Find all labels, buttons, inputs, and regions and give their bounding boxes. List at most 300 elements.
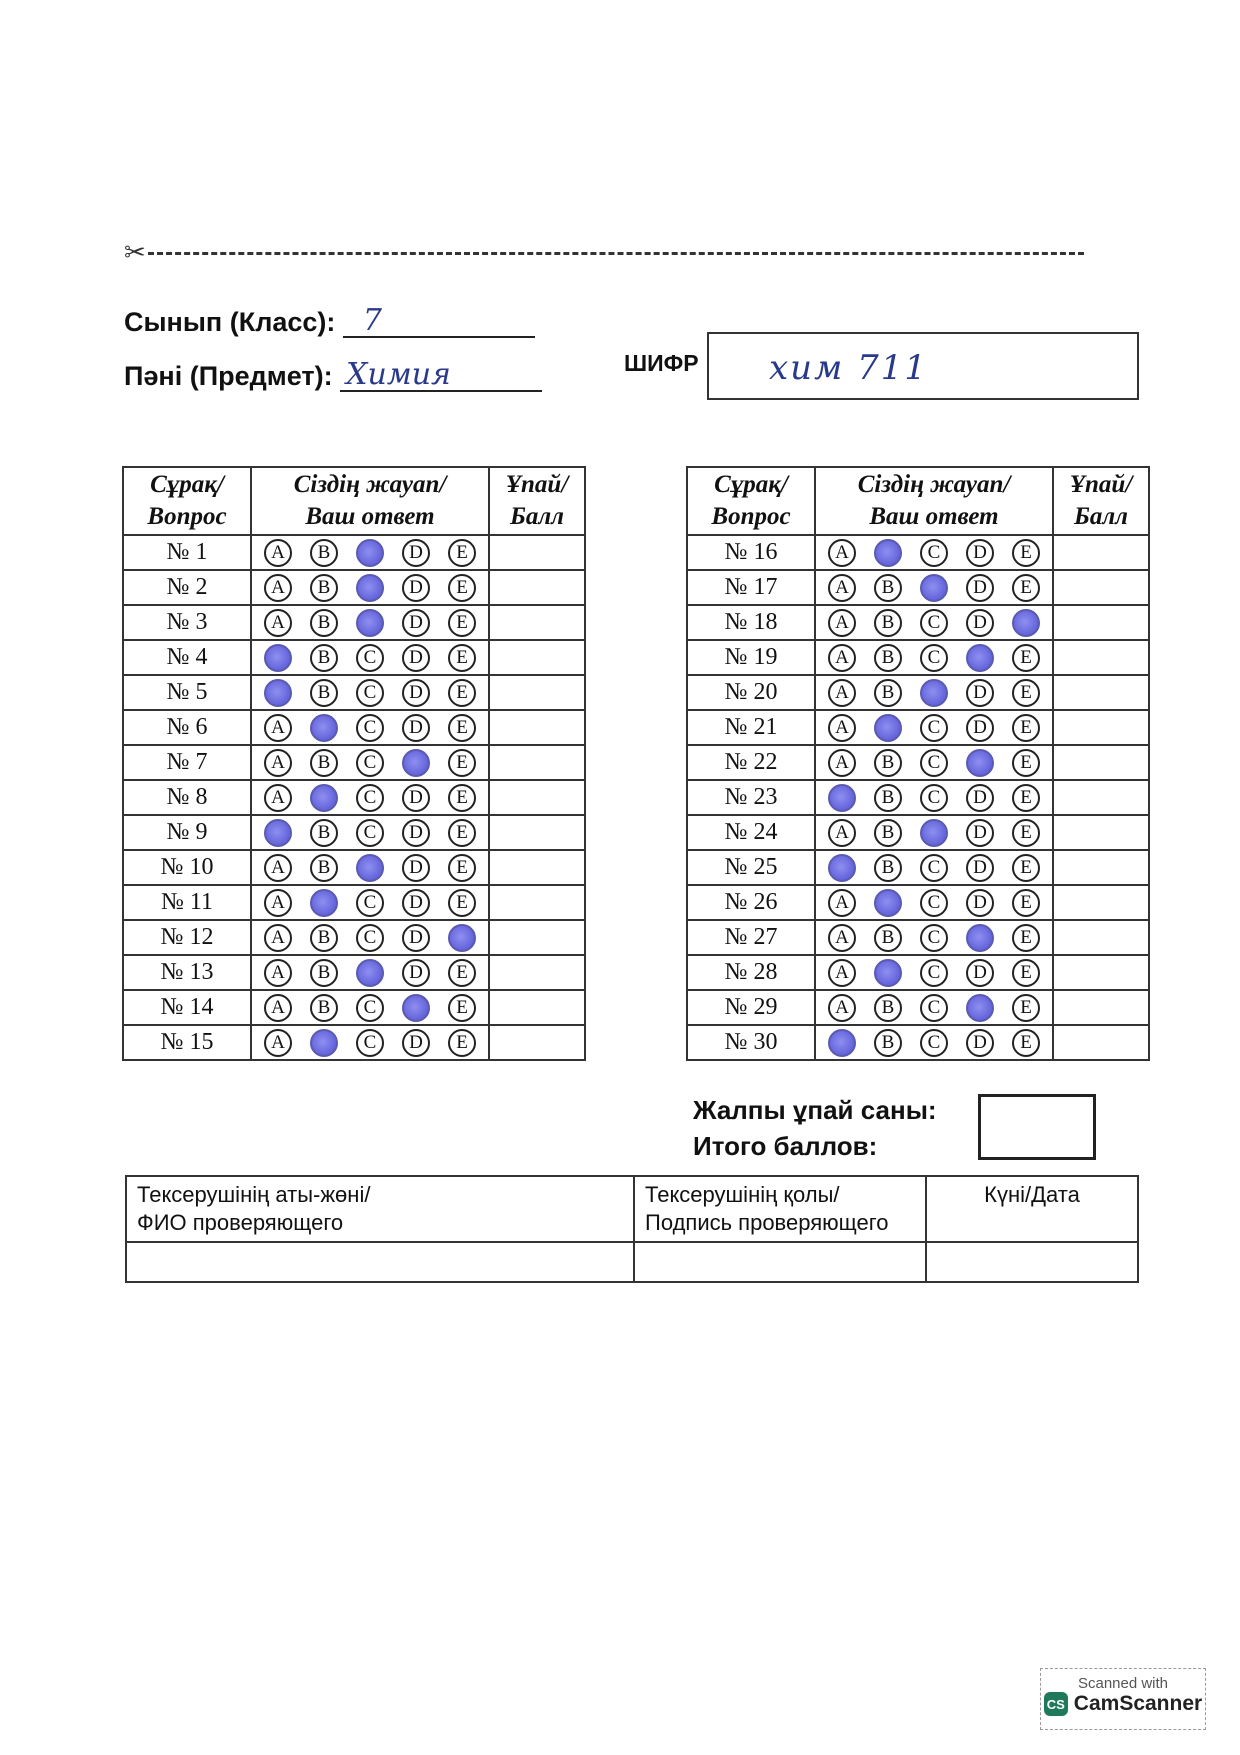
answer-options <box>815 885 1053 920</box>
bubble-d[interactable]: D <box>402 819 430 847</box>
points-cell[interactable] <box>1053 955 1149 990</box>
question-number: № 22 <box>687 745 815 780</box>
bubble-a[interactable]: A <box>264 994 292 1022</box>
answer-row <box>687 780 1149 815</box>
subject-label: Пәні (Предмет): <box>124 361 333 391</box>
bubble-c[interactable]: C <box>920 609 948 637</box>
points-cell[interactable] <box>1053 745 1149 780</box>
bubble-b[interactable]: B <box>310 539 338 567</box>
question-number: № 5 <box>123 675 251 710</box>
bubble-a[interactable] <box>828 784 856 812</box>
bubble-c[interactable] <box>356 959 384 987</box>
answer-options <box>251 675 489 710</box>
answer-row <box>123 850 585 885</box>
bubble-d[interactable] <box>966 924 994 952</box>
bubble-b[interactable]: B <box>874 819 902 847</box>
bubble-e[interactable]: E <box>448 574 476 602</box>
points-cell[interactable] <box>1053 920 1149 955</box>
answer-options <box>251 955 489 990</box>
bubble-e[interactable] <box>448 924 476 952</box>
total-label-ru: Итого баллов: <box>693 1131 878 1161</box>
bubble-c[interactable]: C <box>920 994 948 1022</box>
bubble-b[interactable]: B <box>874 1029 902 1057</box>
bubble-b[interactable]: B <box>310 819 338 847</box>
answer-options <box>815 675 1053 710</box>
points-cell[interactable] <box>1053 885 1149 920</box>
class-value: 7 <box>362 303 382 338</box>
bubble-b[interactable] <box>310 889 338 917</box>
answer-options <box>251 1025 489 1060</box>
answer-row <box>687 745 1149 780</box>
bubble-b[interactable]: B <box>874 924 902 952</box>
bubble-e[interactable]: E <box>448 854 476 882</box>
answer-row <box>123 990 585 1025</box>
bubble-c[interactable]: C <box>920 784 948 812</box>
bubble-b[interactable] <box>874 889 902 917</box>
header-answer: Сіздің жауап/ Ваш ответ <box>815 467 1053 535</box>
signature-table <box>125 1175 1139 1283</box>
dashed-line <box>148 252 1084 255</box>
answer-row <box>123 955 585 990</box>
bubble-d[interactable] <box>402 994 430 1022</box>
bubble-b[interactable] <box>874 959 902 987</box>
checker-name-ru: ФИО проверяющего <box>137 1210 344 1235</box>
cipher-value: хим 711 <box>769 348 928 388</box>
bubble-e[interactable]: E <box>1012 959 1040 987</box>
bubble-a[interactable]: A <box>828 714 856 742</box>
bubble-e[interactable]: E <box>448 539 476 567</box>
question-number: № 7 <box>123 745 251 780</box>
question-number: № 20 <box>687 675 815 710</box>
header-question: Сұрақ/ Вопрос <box>687 467 815 535</box>
answer-row <box>123 605 585 640</box>
bubble-c[interactable]: C <box>356 819 384 847</box>
answer-row <box>123 710 585 745</box>
checker-name-kz: Тексерушінің аты-жөні/ <box>137 1182 371 1207</box>
answer-options <box>815 920 1053 955</box>
bubble-d[interactable]: D <box>402 679 430 707</box>
bubble-a[interactable]: A <box>828 959 856 987</box>
answer-options <box>815 605 1053 640</box>
bubble-e[interactable]: E <box>1012 994 1040 1022</box>
points-cell[interactable] <box>1053 990 1149 1025</box>
bubble-d[interactable]: D <box>402 714 430 742</box>
answer-row <box>687 955 1149 990</box>
cipher-box[interactable] <box>707 332 1139 400</box>
question-number: № 14 <box>123 990 251 1025</box>
bubble-e[interactable]: E <box>1012 784 1040 812</box>
answer-options <box>815 850 1053 885</box>
question-number: № 11 <box>123 885 251 920</box>
answer-table-left <box>122 466 586 1061</box>
bubble-d[interactable]: D <box>966 959 994 987</box>
bubble-c[interactable]: C <box>356 749 384 777</box>
bubble-b[interactable]: B <box>874 994 902 1022</box>
scissors-icon: ✂ <box>124 238 146 268</box>
bubble-e[interactable]: E <box>1012 679 1040 707</box>
bubble-c[interactable] <box>920 574 948 602</box>
question-number: № 28 <box>687 955 815 990</box>
answer-row <box>687 920 1149 955</box>
bubble-a[interactable]: A <box>264 784 292 812</box>
bubble-b[interactable]: B <box>310 994 338 1022</box>
points-cell[interactable] <box>489 955 585 990</box>
class-field <box>124 302 535 338</box>
bubble-e[interactable]: E <box>1012 1029 1040 1057</box>
question-number: № 27 <box>687 920 815 955</box>
total-label <box>693 1092 937 1164</box>
points-cell[interactable] <box>1053 1025 1149 1060</box>
bubble-c[interactable] <box>356 609 384 637</box>
total-box[interactable] <box>978 1094 1096 1160</box>
question-number: № 8 <box>123 780 251 815</box>
answer-row <box>123 780 585 815</box>
watermark-brand-row <box>1041 1692 1205 1716</box>
question-number: № 17 <box>687 570 815 605</box>
answer-row <box>687 885 1149 920</box>
points-cell[interactable] <box>1053 570 1149 605</box>
bubble-e[interactable]: E <box>1012 819 1040 847</box>
bubble-a[interactable]: A <box>264 574 292 602</box>
bubble-d[interactable]: D <box>402 644 430 672</box>
answer-options <box>815 745 1053 780</box>
bubble-e[interactable]: E <box>448 784 476 812</box>
answer-options <box>251 745 489 780</box>
bubble-d[interactable]: D <box>966 819 994 847</box>
date-cell[interactable] <box>926 1242 1138 1282</box>
bubble-c[interactable]: C <box>356 679 384 707</box>
bubble-a[interactable]: A <box>264 749 292 777</box>
bubble-a[interactable]: A <box>828 679 856 707</box>
answer-row <box>687 850 1149 885</box>
points-cell[interactable] <box>489 745 585 780</box>
answer-row <box>687 640 1149 675</box>
bubble-e[interactable]: E <box>1012 714 1040 742</box>
bubble-c[interactable] <box>356 574 384 602</box>
bubble-d[interactable]: D <box>966 854 994 882</box>
bubble-c[interactable]: C <box>920 1029 948 1057</box>
header-question: Сұрақ/ Вопрос <box>123 467 251 535</box>
bubble-e[interactable]: E <box>448 819 476 847</box>
answer-row <box>687 710 1149 745</box>
points-cell[interactable] <box>489 920 585 955</box>
answer-row <box>687 605 1149 640</box>
checker-sign-cell[interactable] <box>634 1242 926 1282</box>
question-number: № 18 <box>687 605 815 640</box>
bubble-b[interactable]: B <box>310 749 338 777</box>
bubble-c[interactable]: C <box>356 644 384 672</box>
answer-row <box>687 675 1149 710</box>
bubble-c[interactable] <box>920 819 948 847</box>
bubble-d[interactable]: D <box>402 784 430 812</box>
subject-value: Химия <box>346 357 451 392</box>
bubble-c[interactable]: C <box>920 854 948 882</box>
bubble-a[interactable] <box>264 644 292 672</box>
bubble-c[interactable]: C <box>920 644 948 672</box>
answer-options <box>251 990 489 1025</box>
answer-row <box>687 990 1149 1025</box>
bubble-d[interactable]: D <box>966 714 994 742</box>
bubble-c[interactable]: C <box>356 784 384 812</box>
bubble-b[interactable]: B <box>310 924 338 952</box>
bubble-d[interactable]: D <box>966 1029 994 1057</box>
answer-options <box>815 815 1053 850</box>
bubble-e[interactable] <box>1012 609 1040 637</box>
bubble-d[interactable]: D <box>402 574 430 602</box>
date-label: Күні/Дата <box>984 1182 1080 1207</box>
bubble-d[interactable] <box>966 994 994 1022</box>
answer-row <box>687 535 1149 570</box>
bubble-a[interactable]: A <box>264 924 292 952</box>
bubble-a[interactable]: A <box>264 609 292 637</box>
bubble-a[interactable]: A <box>828 924 856 952</box>
checker-name-header <box>126 1176 634 1242</box>
bubble-a[interactable]: A <box>828 609 856 637</box>
points-cell[interactable] <box>1053 605 1149 640</box>
bubble-d[interactable]: D <box>966 609 994 637</box>
bubble-a[interactable]: A <box>264 959 292 987</box>
points-cell[interactable] <box>1053 535 1149 570</box>
answer-options <box>251 815 489 850</box>
question-number: № 2 <box>123 570 251 605</box>
bubble-d[interactable]: D <box>402 1029 430 1057</box>
answer-options <box>251 535 489 570</box>
answer-options <box>815 1025 1053 1060</box>
bubble-b[interactable]: B <box>874 749 902 777</box>
answer-options <box>815 780 1053 815</box>
points-cell[interactable] <box>489 885 585 920</box>
bubble-a[interactable]: A <box>828 889 856 917</box>
bubble-b[interactable] <box>874 714 902 742</box>
bubble-a[interactable]: A <box>264 889 292 917</box>
bubble-e[interactable]: E <box>1012 644 1040 672</box>
bubble-b[interactable] <box>874 539 902 567</box>
bubble-a[interactable]: A <box>828 574 856 602</box>
bubble-b[interactable]: B <box>874 679 902 707</box>
answer-options <box>815 640 1053 675</box>
bubble-a[interactable]: A <box>828 644 856 672</box>
bubble-d[interactable]: D <box>402 539 430 567</box>
answer-options <box>815 955 1053 990</box>
answer-row <box>687 570 1149 605</box>
bubble-b[interactable]: B <box>874 609 902 637</box>
bubble-b[interactable]: B <box>310 609 338 637</box>
bubble-c[interactable]: C <box>356 714 384 742</box>
answer-row <box>123 675 585 710</box>
bubble-a[interactable]: A <box>264 714 292 742</box>
bubble-e[interactable]: E <box>1012 889 1040 917</box>
answer-row <box>123 535 585 570</box>
answer-row <box>687 1025 1149 1060</box>
bubble-e[interactable]: E <box>1012 539 1040 567</box>
bubble-a[interactable] <box>828 854 856 882</box>
bubble-b[interactable] <box>310 1029 338 1057</box>
question-number: № 19 <box>687 640 815 675</box>
bubble-e[interactable]: E <box>448 959 476 987</box>
answer-options <box>251 710 489 745</box>
bubble-d[interactable] <box>402 749 430 777</box>
subject-line[interactable] <box>340 356 542 392</box>
answer-row <box>123 1025 585 1060</box>
bubble-b[interactable]: B <box>310 574 338 602</box>
checker-sign-header <box>634 1176 926 1242</box>
bubble-e[interactable]: E <box>1012 574 1040 602</box>
bubble-a[interactable]: A <box>264 854 292 882</box>
question-number: № 25 <box>687 850 815 885</box>
bubble-b[interactable] <box>310 784 338 812</box>
bubble-d[interactable]: D <box>402 854 430 882</box>
points-cell[interactable] <box>489 990 585 1025</box>
answer-options <box>251 920 489 955</box>
question-number: № 6 <box>123 710 251 745</box>
cut-line <box>124 238 1084 268</box>
bubble-c[interactable]: C <box>920 749 948 777</box>
question-number: № 12 <box>123 920 251 955</box>
bubble-b[interactable]: B <box>874 644 902 672</box>
bubble-a[interactable]: A <box>828 819 856 847</box>
class-line[interactable] <box>343 302 535 338</box>
total-label-kz: Жалпы ұпай саны: <box>693 1095 937 1125</box>
checker-sign-ru: Подпись проверяющего <box>645 1210 889 1235</box>
watermark-top: Scanned with <box>1077 1675 1169 1692</box>
bubble-a[interactable]: A <box>828 539 856 567</box>
bubble-c[interactable]: C <box>356 1029 384 1057</box>
bubble-d[interactable]: D <box>966 574 994 602</box>
class-label: Сынып (Класс): <box>124 307 336 337</box>
bubble-c[interactable]: C <box>356 924 384 952</box>
bubble-a[interactable] <box>264 679 292 707</box>
bubble-e[interactable]: E <box>448 1029 476 1057</box>
bubble-a[interactable]: A <box>828 749 856 777</box>
bubble-e[interactable]: E <box>1012 854 1040 882</box>
points-cell[interactable] <box>489 640 585 675</box>
bubble-b[interactable] <box>310 714 338 742</box>
bubble-b[interactable]: B <box>310 854 338 882</box>
bubble-d[interactable]: D <box>966 889 994 917</box>
question-number: № 1 <box>123 535 251 570</box>
points-cell[interactable] <box>1053 815 1149 850</box>
points-cell[interactable] <box>489 710 585 745</box>
answer-options <box>815 990 1053 1025</box>
checker-name-cell[interactable] <box>126 1242 634 1282</box>
bubble-c[interactable]: C <box>920 539 948 567</box>
bubble-e[interactable]: E <box>1012 924 1040 952</box>
points-cell[interactable] <box>489 570 585 605</box>
points-cell[interactable] <box>489 535 585 570</box>
points-cell[interactable] <box>489 780 585 815</box>
bubble-e[interactable]: E <box>448 609 476 637</box>
bubble-b[interactable]: B <box>310 644 338 672</box>
bubble-d[interactable]: D <box>402 924 430 952</box>
bubble-c[interactable] <box>356 854 384 882</box>
question-number: № 13 <box>123 955 251 990</box>
question-number: № 30 <box>687 1025 815 1060</box>
question-number: № 3 <box>123 605 251 640</box>
bubble-d[interactable]: D <box>966 679 994 707</box>
bubble-b[interactable]: B <box>874 784 902 812</box>
question-number: № 9 <box>123 815 251 850</box>
bubble-e[interactable]: E <box>448 749 476 777</box>
bubble-d[interactable] <box>966 644 994 672</box>
question-number: № 10 <box>123 850 251 885</box>
answer-options <box>251 850 489 885</box>
cipher-label: ШИФР <box>624 350 699 376</box>
header-points: Ұпай/ Балл <box>489 467 585 535</box>
bubble-e[interactable]: E <box>448 994 476 1022</box>
answer-options <box>815 710 1053 745</box>
points-cell[interactable] <box>1053 640 1149 675</box>
question-number: № 4 <box>123 640 251 675</box>
answer-options <box>251 570 489 605</box>
bubble-e[interactable]: E <box>448 679 476 707</box>
bubble-a[interactable]: A <box>264 539 292 567</box>
bubble-d[interactable] <box>966 749 994 777</box>
question-number: № 16 <box>687 535 815 570</box>
bubble-b[interactable]: B <box>874 574 902 602</box>
answer-options <box>251 605 489 640</box>
header-points: Ұпай/ Балл <box>1053 467 1149 535</box>
bubble-e[interactable]: E <box>448 714 476 742</box>
bubble-c[interactable]: C <box>920 889 948 917</box>
points-cell[interactable] <box>489 815 585 850</box>
bubble-c[interactable]: C <box>356 994 384 1022</box>
points-cell[interactable] <box>1053 710 1149 745</box>
bubble-e[interactable]: E <box>1012 749 1040 777</box>
bubble-c[interactable] <box>356 539 384 567</box>
bubble-a[interactable]: A <box>264 1029 292 1057</box>
bubble-c[interactable]: C <box>920 714 948 742</box>
bubble-b[interactable]: B <box>310 959 338 987</box>
bubble-e[interactable]: E <box>448 644 476 672</box>
bubble-e[interactable]: E <box>448 889 476 917</box>
bubble-d[interactable]: D <box>402 609 430 637</box>
answer-options <box>815 535 1053 570</box>
date-header <box>926 1176 1138 1242</box>
answer-row <box>123 745 585 780</box>
points-cell[interactable] <box>489 605 585 640</box>
header-answer: Сіздің жауап/ Ваш ответ <box>251 467 489 535</box>
camscanner-watermark <box>1040 1668 1206 1730</box>
answer-row <box>123 815 585 850</box>
points-cell[interactable] <box>1053 780 1149 815</box>
bubble-d[interactable]: D <box>402 959 430 987</box>
bubble-a[interactable] <box>828 1029 856 1057</box>
points-cell[interactable] <box>489 1025 585 1060</box>
bubble-c[interactable]: C <box>920 959 948 987</box>
bubble-d[interactable]: D <box>966 784 994 812</box>
answer-row <box>123 570 585 605</box>
bubble-d[interactable]: D <box>966 539 994 567</box>
question-number: № 24 <box>687 815 815 850</box>
bubble-b[interactable]: B <box>310 679 338 707</box>
bubble-c[interactable]: C <box>920 924 948 952</box>
bubble-a[interactable]: A <box>828 994 856 1022</box>
points-cell[interactable] <box>489 850 585 885</box>
points-cell[interactable] <box>1053 850 1149 885</box>
checker-sign-kz: Тексерушінің қолы/ <box>645 1182 840 1207</box>
points-cell[interactable] <box>1053 675 1149 710</box>
watermark-brand: CamScanner <box>1073 1692 1203 1715</box>
bubble-c[interactable] <box>920 679 948 707</box>
bubble-c[interactable]: C <box>356 889 384 917</box>
points-cell[interactable] <box>489 675 585 710</box>
question-number: № 29 <box>687 990 815 1025</box>
bubble-a[interactable] <box>264 819 292 847</box>
bubble-b[interactable]: B <box>874 854 902 882</box>
answer-options <box>251 780 489 815</box>
bubble-d[interactable]: D <box>402 889 430 917</box>
answer-options <box>251 885 489 920</box>
